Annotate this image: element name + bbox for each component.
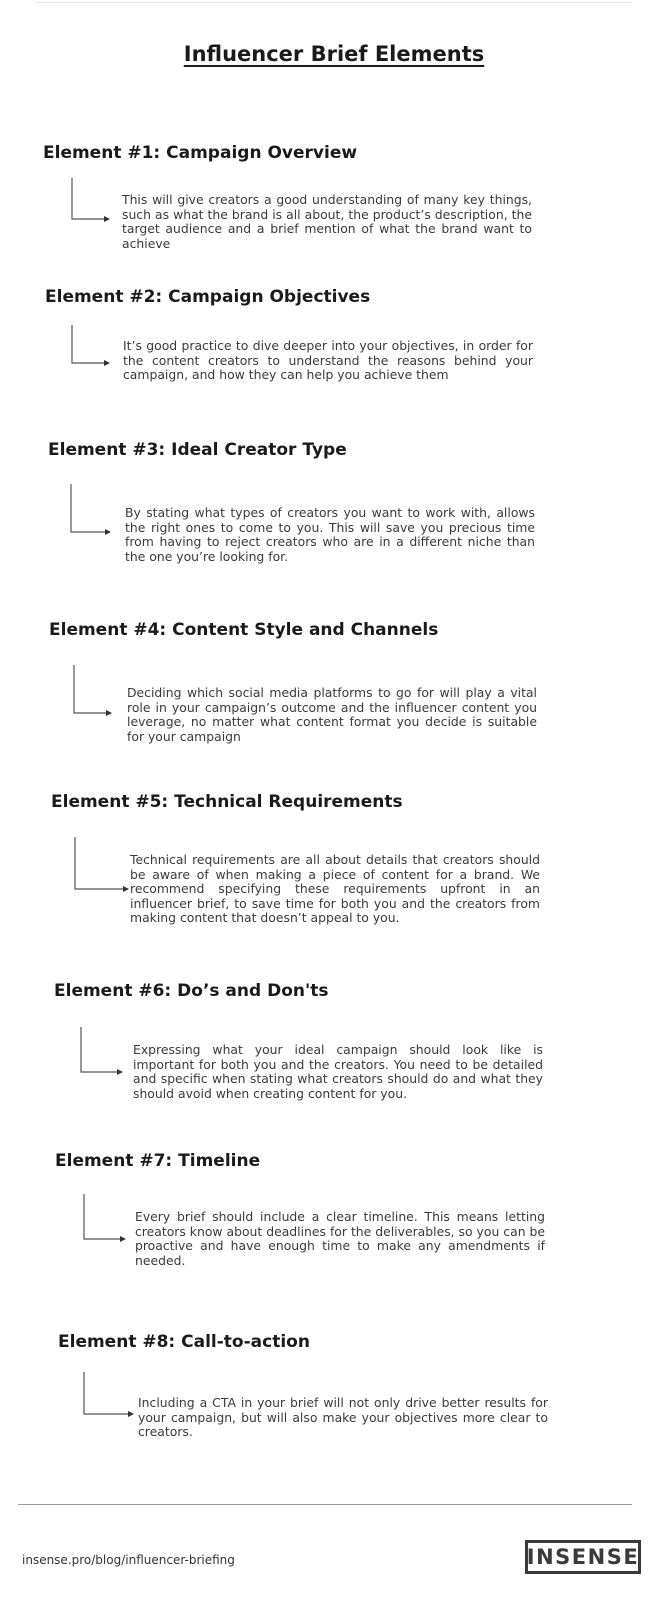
element-8-connector-arrow <box>82 1372 134 1420</box>
element-2-description: It’s good practice to dive deeper into your objectives, in order for the content creators to understand the reasons behind your campaign, and how they can help you achieve them <box>123 338 533 383</box>
element-2-heading: Element #2: Campaign Objectives <box>45 287 371 307</box>
element-7-description: Every brief should include a clear timeline. This means letting creators know about deadlines for the deliverables, so you can be proactive and have enough time to make any amendments if needed. <box>135 1209 545 1268</box>
element-4-connector-arrow <box>72 665 112 719</box>
element-1-connector-arrow <box>70 178 110 226</box>
element-4-description: Deciding which social media platforms to go for will play a vital role in your campaign’s outcome and the influencer content you leverage, no matter what content format you decide is suitable for your campaign <box>127 685 537 744</box>
element-6-connector-arrow <box>79 1027 123 1077</box>
footer-divider <box>18 1504 632 1505</box>
element-2-connector-arrow <box>70 325 110 369</box>
element-5-heading: Element #5: Technical Requirements <box>51 792 403 812</box>
page-title: Influencer Brief Elements <box>183 42 485 66</box>
element-1-heading: Element #1: Campaign Overview <box>43 143 358 163</box>
element-5-description: Technical requirements are all about details that creators should be aware of when making a piece of content for a brand. We recommend specifying these requirements upfront in an influencer brief, to save time for both you and the creators from making content that doesn’t appeal to you. <box>130 852 540 926</box>
element-6-heading: Element #6: Do’s and Don'ts <box>54 981 329 1001</box>
element-4-heading: Element #4: Content Style and Channels <box>49 620 439 640</box>
insense-logo: INSENSE <box>525 1540 641 1574</box>
element-7-connector-arrow <box>82 1194 126 1244</box>
element-1-description: This will give creators a good understanding of many key things, such as what the brand is all about, the product’s description, the target audience and a brief mention of what the brand want to achieve <box>122 192 532 251</box>
element-6-description: Expressing what your ideal campaign should look like is important for both you and the creators. You need to be detailed and specific when stating what creators should do and what they should avoid when creating content for you. <box>133 1042 543 1101</box>
element-3-heading: Element #3: Ideal Creator Type <box>48 440 347 460</box>
element-3-connector-arrow <box>69 484 111 538</box>
element-5-connector-arrow <box>73 837 129 895</box>
element-8-description: Including a CTA in your brief will not only drive better results for your campaign, but will also make your objectives more clear to creators. <box>138 1395 548 1440</box>
element-7-heading: Element #7: Timeline <box>55 1151 261 1171</box>
source-url: insense.pro/blog/influencer-briefing <box>22 1553 235 1567</box>
element-8-heading: Element #8: Call-to-action <box>58 1332 310 1352</box>
top-divider <box>36 2 632 3</box>
element-3-description: By stating what types of creators you want to work with, allows the right ones to come to you. This will save you precious time from having to reject creators who are in a different niche than the one you’re looking for. <box>125 505 535 564</box>
